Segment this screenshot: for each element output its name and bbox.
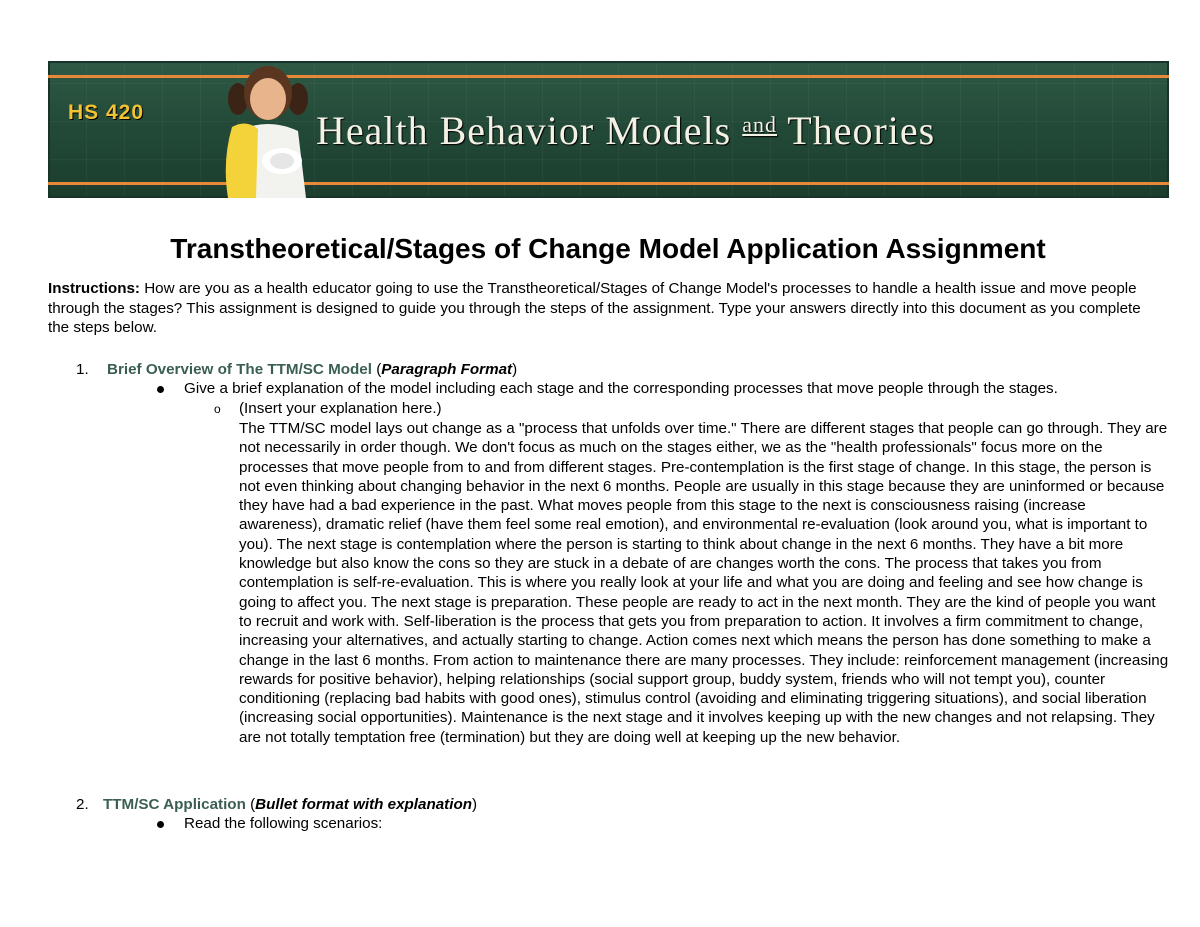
banner-title (316, 107, 935, 154)
course-code: HS 420 (68, 101, 145, 124)
instructions-paragraph (48, 279, 1158, 338)
section2-bullet-text: Read the following scenarios: (184, 815, 383, 832)
banner-title-part2: Theories (777, 108, 936, 153)
answer-paragraph[interactable]: The TTM/SC model lays out change as a "process that unfolds over time." There are different stages that people can go through. They are not necessarily in order though. We don't focus as much on the stages either, we as the "health professionals" focus more on the processes that move people from to and from different stages. Pre-contemplation is the first stage of change. In this stage, the person is not even thinking about changing behavior in the next 6 months. People are usually in this stage because they are uninformed or because they have had a bad experience in the past. What moves people from this stage to the next is consciousness raising (increase awareness), dramatic relief (have them feel some real emotion), and environmental re-evaluation (look around you, what is important to you). The next stage is contemplation where the person is starting to think about change in the next 6 months. They have a bit more knowledge but also know the cons so they are stuck in a debate of are changes worth the cons. The process that takes you from contemplation is self-re-evaluation. This is where you really look at your life and what you are doing and feeling and see how change is going to affect you. The next stage is preparation. These people are ready to act in the next month. They are the kind of people you want to recruit and work with. Self-liberation is the process that gets you from preparation to action. It involves a firm commitment to change, increasing your alternatives, and actually starting to change. Action comes next which means the person has done something to make a change in the last 6 months. From action to maintenance there are many processes. They include: reinforcement management (increasing rewards for positive behavior), helping relationships (social support group, buddy system, friends who will not tempt you), counter conditioning (replacing bad habits with good ones), stimulus control (avoiding and eliminating triggering situations), and social liberation (increasing social opportunities). Maintenance is the next stage and it involves keeping up with the new changes and not relapsing. They are not totally temptation free (termination) but they are doing well at keeping up the new behavior. (239, 420, 1169, 746)
section1-heading (107, 361, 517, 378)
section2-paren-close: ) (472, 796, 478, 813)
document-title: Transtheoretical/Stages of Change Model Application Assignment (170, 233, 1046, 264)
section2-heading (103, 796, 477, 813)
sub-bullet-icon: o (214, 402, 221, 416)
section1-paren-open: ( (371, 361, 382, 378)
section1-bullet-text: Give a brief explanation of the model including each stage and the corresponding processes that move people through the stages. (184, 380, 1058, 397)
banner-title-part1: Health Behavior Models (316, 108, 743, 153)
section1-sub-text: (Insert your explanation here.) (239, 400, 442, 417)
section2-number: 2. (76, 796, 89, 813)
bullet-dot-icon (157, 386, 164, 393)
section2-heading-text: TTM/SC Application (103, 796, 246, 813)
section1-number: 1. (76, 361, 89, 378)
instructions-text: How are you as a health educator going to use the Transtheoretical/Stages of Change Model's processes to handle a health issue and move people through the stages? This assignment is designed to guide you through the steps of the assignment. Type your answers directly into this document as you complete the steps below. (48, 280, 1141, 336)
section1-paren-close: ) (512, 361, 518, 378)
instructions-label: Instructions: (48, 280, 140, 297)
section1-format: Paragraph Format (381, 361, 513, 378)
section2-format: Bullet format with explanation (255, 796, 473, 813)
banner-title-and: and (742, 112, 778, 137)
section2-paren-open: ( (245, 796, 256, 813)
course-banner (48, 61, 1169, 198)
section1-heading-text: Brief Overview of The TTM/SC Model (107, 361, 372, 378)
bullet-dot-icon (157, 821, 164, 828)
